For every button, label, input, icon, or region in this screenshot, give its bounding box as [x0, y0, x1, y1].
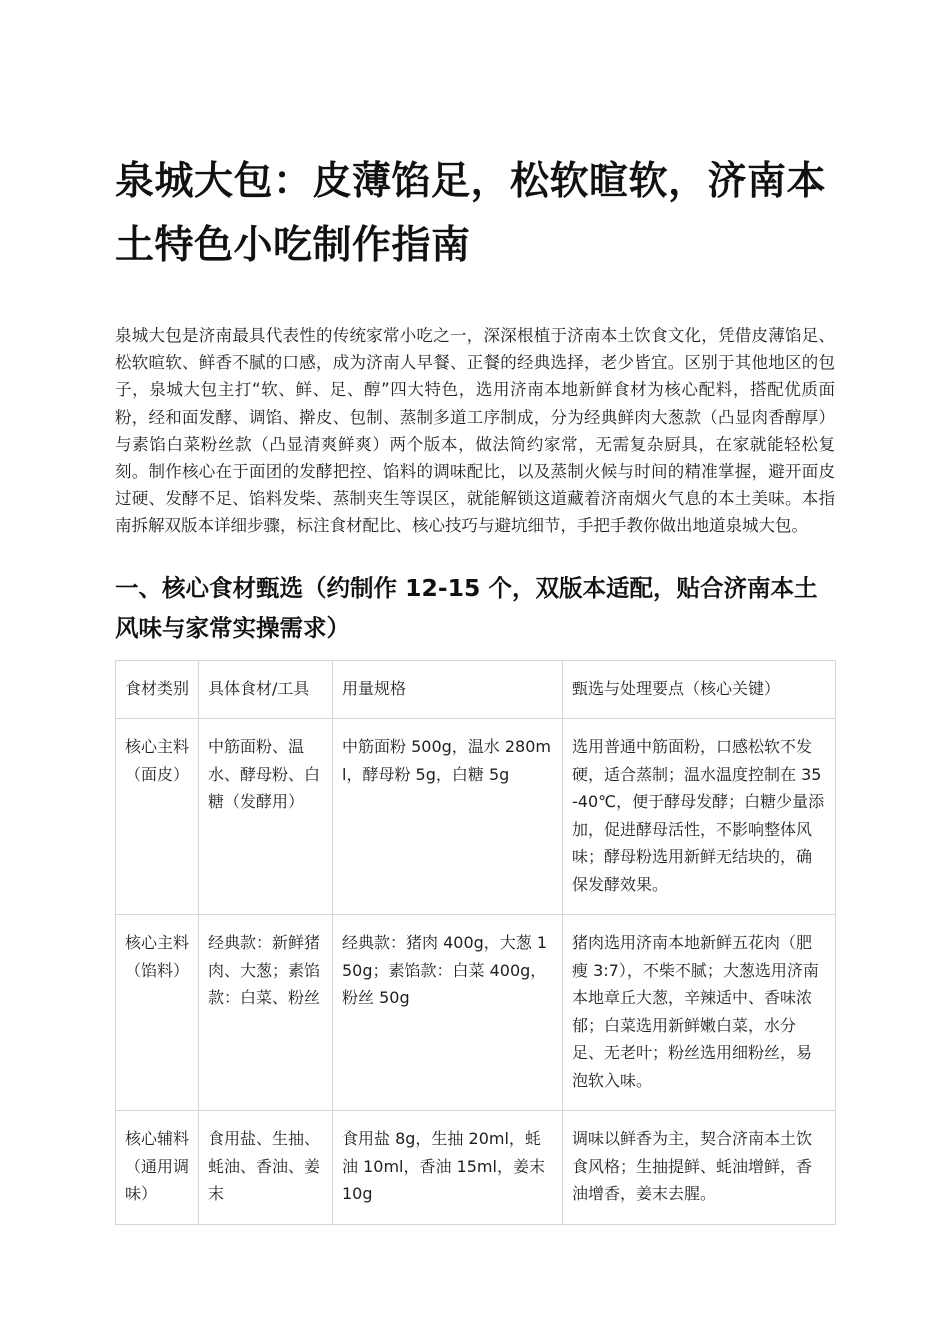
- cell-category: 核心主料（面皮）: [116, 719, 199, 915]
- cell-amount: 经典款：猪肉 400g，大葱 150g；素馅款：白菜 400g，粉丝 50g: [333, 915, 563, 1111]
- table-header-row: [116, 660, 836, 719]
- cell-notes: 选用普通中筋面粉，口感松软不发硬，适合蒸制；温水温度控制在 35-40℃，便于酵母发酵；白糖少量添加，促进酵母活性，不影响整体风味；酵母粉选用新鲜无结块的，确保发酵效果。: [563, 719, 836, 915]
- section-heading-ingredients: 一、核心食材甄选（约制作 12-15 个，双版本适配，贴合济南本土风味与家常实操需求）: [115, 573, 818, 642]
- header-notes: 甄选与处理要点（核心关键）: [563, 660, 836, 719]
- document-title: 泉城大包：皮薄馅足，松软暄软，济南本土特色小吃制作指南: [115, 159, 827, 268]
- table-row: [116, 915, 836, 1111]
- cell-category: 核心辅料（通用调味）: [116, 1111, 199, 1225]
- cell-items: 食用盐、生抽、蚝油、香油、姜末: [199, 1111, 333, 1225]
- cell-notes: 调味以鲜香为主，契合济南本土饮食风格；生抽提鲜、蚝油增鲜，香油增香，姜末去腥。: [563, 1111, 836, 1225]
- cell-amount: 食用盐 8g，生抽 20ml，蚝油 10ml，香油 15ml，姜末 10g: [333, 1111, 563, 1225]
- intro-paragraph: 泉城大包是济南最具代表性的传统家常小吃之一，深深根植于济南本土饮食文化，凭借皮薄馅足、松软暄软、鲜香不腻的口感，成为济南人早餐、正餐的经典选择，老少皆宜。区别于其他地区的包子，泉城大包主打“软、鲜、足、醇”四大特色，选用济南本地新鲜食材为核心配料，搭配优质面粉，经和面发酵、调馅、擀皮、包制、蒸制多道工序制成，分为经典鲜肉大葱款（凸显肉香醇厚）与素馅白菜粉丝款（凸显清爽鲜爽）两个版本，做法简约家常，无需复杂厨具，在家就能轻松复刻。制作核心在于面团的发酵把控、馅料的调味配比，以及蒸制火候与时间的精准掌握，避开面皮过硬、发酵不足、馅料发柴、蒸制夹生等误区，就能解锁这道藏着济南烟火气息的本土美味。本指南拆解双版本详细步骤，标注食材配比、核心技巧与避坑细节，手把手教你做出地道泉城大包。: [115, 326, 835, 536]
- cell-category: 核心主料（馅料）: [116, 915, 199, 1111]
- table-row: [116, 1111, 836, 1225]
- header-category: 食材类别: [116, 660, 199, 719]
- ingredients-table: [115, 660, 836, 1225]
- cell-items: 经典款：新鲜猪肉、大葱；素馅款：白菜、粉丝: [199, 915, 333, 1111]
- table-row: [116, 719, 836, 915]
- header-amount: 用量规格: [333, 660, 563, 719]
- cell-notes: 猪肉选用济南本地新鲜五花肉（肥瘦 3:7），不柴不腻；大葱选用济南本地章丘大葱，辛辣适中、香味浓郁；白菜选用新鲜嫩白菜，水分足、无老叶；粉丝选用细粉丝，易泡软入味。: [563, 915, 836, 1111]
- cell-items: 中筋面粉、温水、酵母粉、白糖（发酵用）: [199, 719, 333, 915]
- cell-amount: 中筋面粉 500g，温水 280ml，酵母粉 5g，白糖 5g: [333, 719, 563, 915]
- document-page: [115, 150, 835, 1225]
- header-items: 具体食材/工具: [199, 660, 333, 719]
